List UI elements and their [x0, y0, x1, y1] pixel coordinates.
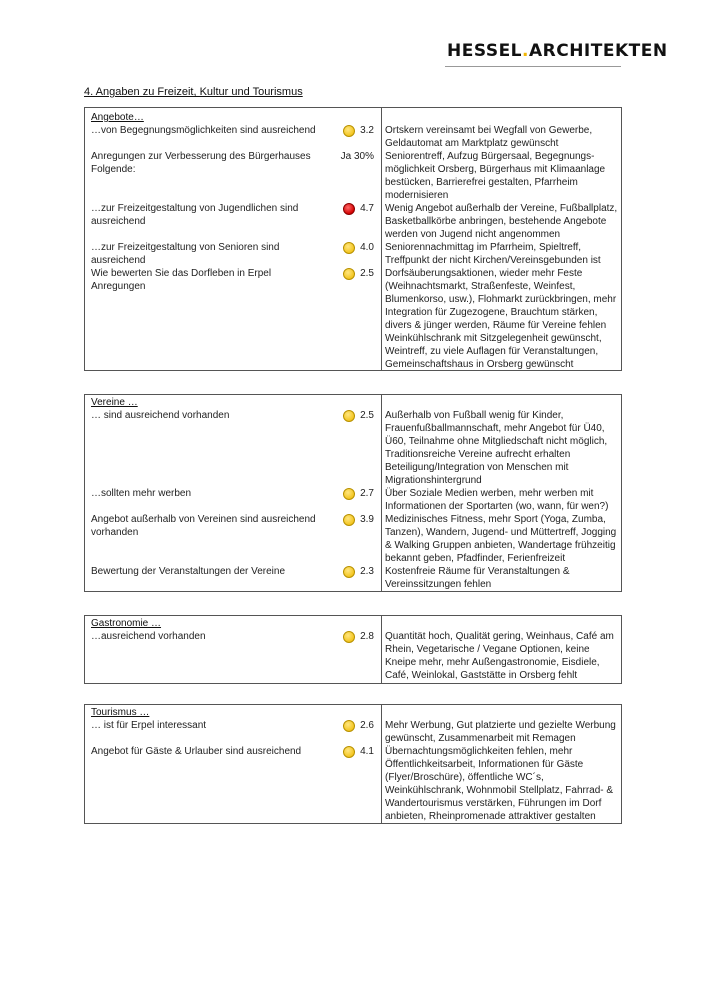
angebote-comment-2: Seniorentreff, Aufzug Bürgersaal, Begegnungs-möglichkeit Orsberg, Bürgerhaus mit Klimaanlage bestücken, Barrierefrei gestalten, Pfarrheim modernisieren [385, 151, 606, 201]
angebote-comment-1: Ortskern vereinsamt bei Wegfall von Gewerbe, Geldautomat am Marktplatz gewünscht [385, 125, 593, 149]
logo-text-architekten: ARCHITEKTEN [528, 41, 668, 61]
angebote-score-5: 2.5 [360, 268, 374, 279]
gastronomie-question-1: …ausreichend vorhanden [91, 631, 206, 642]
angebote-score-3: 4.7 [360, 203, 374, 214]
vereine-comment-3: Medizinisches Fitness, mehr Sport (Yoga, Zumba, Tanzen), Wandern, Jugend- und Müttertreff, Jogging & Walking Gruppen anbieten, Wandertage frühzeitig bekannt geben, Pfadfinder, Ferienfreizeit [385, 514, 617, 564]
angebote-comment-3: Wenig Angebot außerhalb der Vereine, Fußballplatz, Basketballkörbe anbringen, bestehende Angebote werden von Jugend nicht angenommen [385, 203, 618, 240]
vereine-question-3: Angebot außerhalb von Vereinen sind ausreichend vorhanden [91, 514, 316, 538]
angebote-heading: Angebote… [91, 112, 144, 123]
gastronomie-heading: Gastronomie … [91, 618, 162, 629]
vereine-score-1: 2.5 [360, 410, 374, 421]
angebote-question-3: …zur Freizeitgestaltung von Jugendlichen sind ausreichend [91, 203, 299, 227]
tourismus-comment-2: Übernachtungsmöglichkeiten fehlen, mehr Öffentlichkeitsarbeit, Informationen für Gäste (Flyer/Broschüre), öffentliche WC´s, Weinkühlschrank, Wohnmobil Stellplatz, Fahrrad- & Wandertourismus verstärken, Führungen im Dorf anbieten, Rheinpromenade attraktiver gestalten [385, 746, 614, 822]
angebote-comment-5: Dorfsäuberungsaktionen, wieder mehr Feste (Weihnachtsmarkt, Straßenfeste, Weinfest, Blumenkorso, usw.), Flohmarkt zurückbringen, mehr Integration für Zugezogene, Brauchtum stärken, divers & jünger werden, Räume für Vereine fehlen Weinkühlschrank mit Sitzgelegenheit gewünscht, Weintreff, zu viele Auflagen für Veranstaltungen, Gemeinschaftshaus in Orsberg gewünscht [385, 268, 617, 370]
tourismus-question-1: … ist für Erpel interessant [91, 720, 207, 731]
column-divider [381, 395, 382, 591]
vereine-score-4: 2.3 [360, 566, 374, 577]
vereine-question-2: …sollten mehr werben [91, 488, 192, 499]
vereine-score-3: 3.9 [360, 514, 374, 525]
vereine-heading: Vereine … [91, 397, 138, 408]
vereine-comment-1: Außerhalb von Fußball wenig für Kinder, Frauenfußballmannschaft, mehr Angebot für Ü40, Ü60, Teilnahme ohne Mitgliedschaft nicht möglich, Traditionsreiche Vereine aufrecht erhalten Beteiligung/Integration von Menschen mit Migrationshintergrund [385, 410, 608, 486]
section-title: 4. Angaben zu Freizeit, Kultur und Tourismus [84, 86, 303, 98]
angebote-question-4: …zur Freizeitgestaltung von Senioren sind ausreichend [91, 242, 280, 266]
column-divider [381, 108, 382, 370]
vereine-question-4: Bewertung der Veranstaltungen der Vereine [91, 566, 286, 577]
angebote-score-2: Ja 30% [340, 151, 374, 162]
vereine-box [84, 394, 622, 592]
angebote-box [84, 107, 622, 371]
gastronomie-comment-1: Quantität hoch, Qualität gering, Weinhaus, Café am Rhein, Vegetarische / Vegane Optionen, keine Kneipe mehr, mehr Außengastronomie, Eisdiele, Café, Weinlokal, Gaststätte in Orsberg fehlt [385, 631, 614, 681]
angebote-score-1: 3.2 [360, 125, 374, 136]
angebote-question-2: Anregungen zur Verbesserung des Bürgerhauses Folgende: [91, 151, 311, 175]
gastronomie-score-1: 2.8 [360, 631, 374, 642]
angebote-question-5: Wie bewerten Sie das Dorfleben in Erpel Anregungen [91, 268, 272, 292]
vereine-question-1: … sind ausreichend vorhanden [91, 410, 230, 421]
tourismus-comment-1: Mehr Werbung, Gut platzierte und gezielte Werbung gewünscht, Zusammenarbeit mit Remagen [385, 720, 616, 744]
vereine-comment-2: Über Soziale Medien werben, mehr werben mit Informationen der Sportarten (wo, wann, für wen?) [385, 488, 609, 512]
header-rule [445, 66, 621, 67]
tourismus-heading: Tourismus … [91, 707, 150, 718]
column-divider [381, 705, 382, 823]
vereine-comment-4: Kostenfreie Räume für Veranstaltungen & Vereinssitzungen fehlen [385, 566, 570, 590]
tourismus-score-2: 4.1 [360, 746, 374, 757]
vereine-score-2: 2.7 [360, 488, 374, 499]
tourismus-question-2: Angebot für Gäste & Urlauber sind ausreichend [91, 746, 302, 757]
angebote-comment-4: Seniorennachmittag im Pfarrheim, Spieltreff, Treffpunkt der nicht Kirchen/Vereinsgebunden ist [385, 242, 601, 266]
company-logo [447, 41, 668, 61]
logo-dot: . [522, 41, 529, 61]
gastronomie-box [84, 615, 622, 684]
angebote-score-4: 4.0 [360, 242, 374, 253]
logo-text-hessel: HESSEL [447, 41, 523, 61]
column-divider [381, 616, 382, 683]
angebote-question-1: …von Begegnungsmöglichkeiten sind ausreichend [91, 125, 316, 136]
tourismus-box [84, 704, 622, 824]
tourismus-score-1: 2.6 [360, 720, 374, 731]
